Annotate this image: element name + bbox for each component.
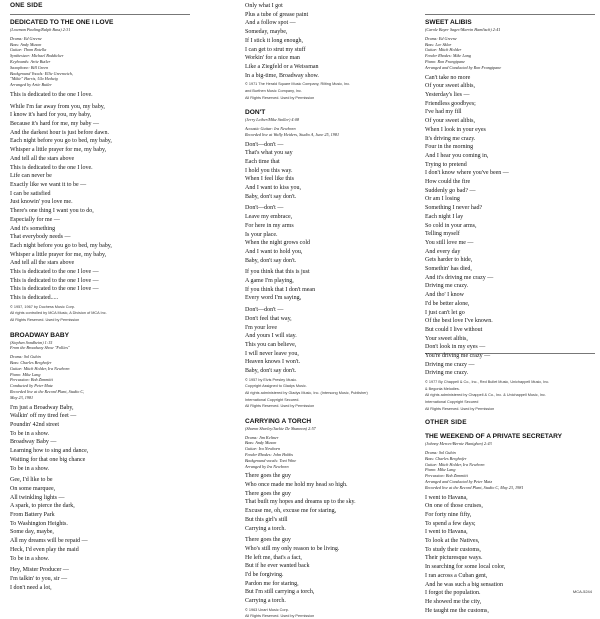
lyric-line: Waiting for that one big chance xyxy=(10,456,86,463)
copyright-line: © 1971 The Herald Square Music Company, Rilting Music, Inc. xyxy=(245,82,351,87)
lyric-line: To be in a show. xyxy=(10,555,50,562)
credit-line: Background vocals: Toni Wine xyxy=(245,457,297,463)
lyric-line: Heck, I'd even play the maid xyxy=(10,546,79,553)
lyric-line: Just knowin' you love me. xyxy=(10,199,73,206)
lyric-line: Who's still my only reason to be living. xyxy=(245,545,340,552)
song-lyrics xyxy=(245,2,415,80)
lyric-line: All twinkling lights — xyxy=(10,494,65,501)
lyric-line: A spark, to pierce the dark, xyxy=(10,503,75,510)
lyric-line: Pardon me for staring, xyxy=(245,580,299,587)
credit-line: Fender Rhodes: Mike Lang xyxy=(425,53,471,59)
song-credits xyxy=(245,117,415,137)
lyric-line: That's what you say xyxy=(245,150,293,157)
credit-line: Guitar: Ira Newborn xyxy=(245,446,281,452)
column-middle xyxy=(245,2,415,619)
song-credits xyxy=(425,441,595,490)
copyright-line: All Rights Reserved. Used by Permission xyxy=(245,404,315,409)
lyric-line: I'm just a Broadway Baby, xyxy=(10,404,74,411)
side-label: OTHER SIDE xyxy=(425,419,467,427)
credit-line: "Mikie" Harris, Ula Hedwig xyxy=(10,76,58,82)
credit-line: Recorded live at Wally Heiders, Studio A, June 25, 1981 xyxy=(245,131,340,137)
lyric-line: But I'm still carrying a torch, xyxy=(245,589,315,596)
credit-line: Recorded live at the Record Plant, Studio C, May 23, 1981 xyxy=(425,484,524,490)
lyric-line: To be in a show. xyxy=(10,430,50,437)
lyric-line: When the night grows cold xyxy=(245,240,310,247)
copyright-line: All Rights Reserved. Used by Permission xyxy=(425,406,495,411)
lyric-line: You're driving me crazy — xyxy=(425,353,491,360)
song-title: DEDICATED TO THE ONE I LOVE xyxy=(10,19,114,26)
lyric-line: Heaven knows I won't. xyxy=(245,359,301,366)
lyric-line: But could I live without xyxy=(425,326,483,333)
credit-line: (Lowman Pauling/Ralph Bass) 2:31 xyxy=(10,27,71,32)
lyric-line: And it's driving me crazy — xyxy=(425,274,494,281)
lyric-line: Whisper a little prayer for me, my baby, xyxy=(10,147,107,154)
copyright-line: International Copyright Secured. xyxy=(245,397,300,402)
column-right xyxy=(425,2,595,614)
lyric-line: Someday, maybe, xyxy=(245,29,288,36)
lyric-line: Their picturesque ways. xyxy=(425,555,483,562)
credit-line: Bass: Charles Berghofer xyxy=(10,360,52,366)
lyric-line: And tell all the stars above xyxy=(10,155,75,162)
copyright-line: © 1957, 1967 by Duchess Music Corp. xyxy=(10,304,76,309)
lyric-line: Driving me crazy. xyxy=(425,370,469,377)
lyric-line: I went to Havana, xyxy=(425,529,468,536)
lyric-line: He taught me the customs, xyxy=(425,607,489,614)
lyric-line: Life can never be xyxy=(10,173,52,180)
lyric-line: I'm your love xyxy=(245,324,278,331)
lyric-line: If I stick it long enough, xyxy=(245,37,303,44)
side-label: ONE SIDE xyxy=(10,2,43,9)
lyric-line: To look at the Natives, xyxy=(425,538,480,545)
lyric-line: To spend a few days; xyxy=(425,520,476,527)
copyright-line: All rights administered by Chappell & Co., Inc. & Unichappell Music, Inc. xyxy=(425,393,546,398)
lyric-line: For forty nine fifty, xyxy=(425,511,472,518)
lyric-line: Like a Ziegfeld or a Weissman xyxy=(245,63,319,70)
credit-line: Bass: Lee Sklar xyxy=(425,41,452,47)
song-lyrics xyxy=(245,141,415,376)
lyric-line: Four in the morning xyxy=(425,144,474,151)
lyric-line: I went to Havana, xyxy=(425,494,468,501)
lyric-line: This is dedicated to the one I love — xyxy=(10,286,99,293)
copyright-line: © 1957 by Elvis Presley Music. xyxy=(245,377,298,382)
lyric-line: This is dedicated to the one I love. xyxy=(10,91,93,98)
credit-line: Synthesizer: Michael Boddicker xyxy=(10,53,64,59)
lyric-line: To study their customs, xyxy=(425,546,481,553)
lyric-line: I can get to strut my stuff xyxy=(245,46,306,53)
lyric-line: And yours I will stay. xyxy=(245,333,297,340)
lyric-line: Of the best love I've known. xyxy=(425,318,493,325)
lyric-line: You still love me — xyxy=(425,239,474,246)
lyric-line: And tho' I know xyxy=(425,292,464,299)
lyric-line: Suddenly go bad? — xyxy=(425,187,476,194)
lyric-line: I can be satisfied xyxy=(10,190,51,197)
lyric-line: There goes the guy xyxy=(245,473,291,480)
copyright-notice xyxy=(245,608,415,619)
lyric-line: And a follow spot — xyxy=(245,20,296,27)
credit-line: Drums: Ed Greene xyxy=(10,35,42,41)
lyric-line: Driving me crazy. xyxy=(425,283,469,290)
credit-line: (Carole Bayer Sager/Marvin Hamlisch) 2:41 xyxy=(425,27,501,32)
lyric-line: Hey, Mister Producer — xyxy=(10,567,69,574)
lyric-line: Exactly like we want it to be — xyxy=(10,182,87,188)
credit-line: (Sharon Sheeley/Jackie De Shannon) 2:57 xyxy=(245,425,316,431)
lyric-line: Baby, don't say don't. xyxy=(245,368,297,375)
song-title: CARRYING A TORCH xyxy=(245,417,312,425)
lyric-line: When I feel like this xyxy=(245,176,294,183)
lyric-line: I hold you this way. xyxy=(245,167,293,174)
credit-line: Saxophone: Bill Green xyxy=(10,64,49,70)
credit-line: Drums: Sol Gubin xyxy=(425,449,456,455)
copyright-notice xyxy=(245,378,415,409)
copyright-notice xyxy=(10,305,190,323)
copyright-line: All Rights Reserved. Used by Permission xyxy=(245,614,315,619)
lyric-line: He left me, that's a fact, xyxy=(245,554,302,561)
credit-line: Bass: Andy Muson xyxy=(10,41,42,47)
lyric-line: Can't take no more xyxy=(425,74,471,81)
lyric-line: Yesterday's lies — xyxy=(425,91,470,98)
lyric-line: Leave my embrace, xyxy=(245,214,293,221)
credit-line: Guitar: Thom Rotella xyxy=(10,47,47,53)
lyric-line: When I look in your eyes xyxy=(425,126,486,133)
copyright-line: and Burthen Music Company, Inc. xyxy=(245,88,302,93)
lyric-line: Or am I losing xyxy=(425,196,460,203)
song-credits xyxy=(10,340,190,401)
lyric-line: Because it's hard for me, my baby — xyxy=(10,121,100,128)
copyright-line: © 1963 Unart Music Corp. xyxy=(245,607,289,612)
credit-line: Background Vocals: Ellie Greenwich, xyxy=(10,70,73,76)
lyric-line: A game I'm playing, xyxy=(245,278,294,285)
lyric-line: I'd be forgiving. xyxy=(245,572,284,579)
lyric-line: I forgot the population. xyxy=(425,590,481,597)
copyright-line: All Rights Reserved. Used by Permission xyxy=(245,95,315,100)
lyric-line: Don't look in my eyes — xyxy=(425,344,486,351)
credit-line: Recorded live at the Record Plant, Studio C, xyxy=(10,389,85,394)
lyric-line: This is dedicated to the one I love. xyxy=(10,164,93,171)
credit-line: Drums: Sol Gubin xyxy=(10,354,41,360)
lyric-line: If you think that this is just xyxy=(245,269,310,276)
lyric-line: I don't know where you've been — xyxy=(425,170,509,177)
lyric-line: Don't—don't — xyxy=(245,307,284,314)
lyric-line: Broadway Baby — xyxy=(10,439,57,446)
lyric-line: Carrying a torch. xyxy=(245,525,286,532)
lyric-line: Don't—don't — xyxy=(245,205,284,212)
lyric-line: How could the fire xyxy=(425,179,471,186)
lyric-line: Especially for me — xyxy=(10,216,60,223)
lyric-line: For here in my arms xyxy=(245,222,294,229)
lyric-line: And it's something xyxy=(10,225,56,232)
lyric-line: Walkin' off my tired feet — xyxy=(10,413,77,420)
lyric-line: On one of those cruises, xyxy=(425,503,483,510)
lyric-line: Every word I'm saying, xyxy=(245,295,302,302)
credit-line: (Stephen Sondheim) 1:15 xyxy=(10,339,53,345)
side-spacer xyxy=(425,2,595,16)
lyric-line: In a big-time, Broadway show. xyxy=(245,72,319,79)
credit-line: Keyboards: Artie Butler xyxy=(10,58,51,64)
credit-line: May 23, 1981 xyxy=(10,394,34,400)
lyric-line: While I'm far away from you, my baby, xyxy=(10,103,105,110)
credit-line: Percussion: Bob Zimmitti xyxy=(425,473,468,479)
lyric-line: This is dedicated to the one I love — xyxy=(10,277,99,284)
lyric-line: Poundin' 42nd street xyxy=(10,422,60,428)
song-credits xyxy=(10,27,190,88)
catalog-number: MCA-5244 xyxy=(572,589,592,594)
credit-line: Drums: Ed Greene xyxy=(425,35,457,41)
lyric-line: So cold in your arms, xyxy=(425,222,477,229)
lyric-line: And the darkest hour is just before dawn. xyxy=(10,129,109,136)
lyric-line: Each night before you go to bed, my baby, xyxy=(10,138,112,145)
lyric-line: Is your place. xyxy=(245,231,278,238)
lyric-line: From Battery Park xyxy=(10,512,55,519)
lyric-line: And I want to kiss you, xyxy=(245,185,301,192)
lyric-line: And every day xyxy=(425,248,461,255)
lyric-line: There goes the guy xyxy=(245,537,291,544)
lyric-line: I know it's hard for you, my baby, xyxy=(10,112,92,119)
lyric-line: To be in a show. xyxy=(10,465,50,472)
credit-line: Guitar: Mitch Holder xyxy=(425,47,462,53)
lyric-line: Learning how to sing and dance, xyxy=(10,448,89,455)
lyric-line: Each time that xyxy=(245,158,280,165)
lyric-line: He showed me the city, xyxy=(425,598,482,605)
lyric-line: I'm talkin' to you, sir — xyxy=(10,575,68,582)
song-title: SWEET ALIBIS xyxy=(425,19,472,26)
lyric-line: Trying to pretend xyxy=(425,161,467,168)
lyric-line: I've had my fill xyxy=(425,109,462,116)
lyric-line: Don't feel that way, xyxy=(245,315,292,322)
lyric-line: Of your sweet alibis, xyxy=(425,118,475,125)
lyric-line: Who once made me hold my head so high. xyxy=(245,482,348,489)
credit-line: Conducted by Peter Matz xyxy=(10,383,53,389)
copyright-notice xyxy=(245,82,415,100)
lyric-line: I just can't let go xyxy=(425,309,465,316)
lyric-line: Some day, maybe, xyxy=(10,529,54,536)
lyric-line: In searching for some local color, xyxy=(425,564,506,571)
lyric-line: That built my hopes and dreams up to the sky. xyxy=(245,499,356,506)
song-title: DON'T xyxy=(245,109,266,117)
lyric-line: Your sweet alibis, xyxy=(425,335,468,342)
song-lyrics xyxy=(425,74,595,379)
credit-line: Arranged by Artie Butler xyxy=(10,82,52,88)
copyright-line: All rights administered by Gladys Music, Inc. (Intersong Music, Publisher) xyxy=(245,390,368,395)
credit-line: Piano: Mike Lang xyxy=(10,371,41,377)
copyright-line: Copyright Assigned to Gladys Music. xyxy=(245,384,307,389)
song-credits xyxy=(245,426,415,470)
lyric-line: If you think that I don't mean xyxy=(245,286,316,293)
credit-line: Acoustic Guitar: Ira Newborn xyxy=(245,125,296,131)
credit-line: Bass: Charles Berghofer xyxy=(425,455,467,461)
lyric-line: But if he ever wanted back xyxy=(245,563,310,570)
lyric-line: Gets harder to hide, xyxy=(425,257,473,264)
lyric-line: Friendless goodbyes; xyxy=(425,100,476,107)
lyric-line: On some marquee, xyxy=(10,485,56,492)
copyright-notice xyxy=(425,380,595,411)
lyric-line: Each night I lay xyxy=(425,213,464,220)
lyric-line: This is dedicated to the one I love — xyxy=(10,269,99,276)
lyric-line: Of your sweet alibis, xyxy=(425,83,475,90)
song-lyrics xyxy=(245,472,415,606)
lyric-line: Gee, I'd like to be xyxy=(10,477,53,484)
credit-line: (Johnny Mercer/Bernie Hanighen) 2:43 xyxy=(425,441,492,447)
copyright-line: & Begonia Melodies. xyxy=(425,386,460,391)
credit-line: Guitar: Mitch Holder, Ira Newborn xyxy=(425,461,485,467)
lyric-line: And he was such a big sensation xyxy=(425,581,503,588)
credit-line: (Jerry Leiber/Mike Stoller) 4:08 xyxy=(245,117,300,123)
credit-line: From the Broadway Show "Follies" xyxy=(10,345,70,351)
lyric-line: There goes the guy xyxy=(245,490,291,497)
lyric-line: There's one thing I want you to do, xyxy=(10,208,94,215)
lyric-line: I will never leave you, xyxy=(245,350,299,357)
copyright-line: All rights controlled by MCA Music, A Division of MCA Inc. xyxy=(10,311,107,316)
lyric-line: I ran across a Cuban gent, xyxy=(425,572,488,579)
lyric-line: Driving me crazy — xyxy=(425,361,475,368)
song-title: THE WEEKEND OF A PRIVATE SECRETARY xyxy=(425,433,563,441)
credit-line: Percussion: Bob Zimmitti xyxy=(10,377,53,383)
copyright-line: International Copyright Secured xyxy=(425,399,479,404)
lyric-line: Each night before you go to bed, my baby, xyxy=(10,242,112,249)
lyric-line: Somethin' has died, xyxy=(425,266,472,273)
lyric-line: Excuse me, oh, excuse me for staring, xyxy=(245,508,337,515)
lyric-line: Something I never had? xyxy=(425,205,483,212)
lyric-line: I'd be better alone, xyxy=(425,300,470,307)
credit-line: Drums: Jim Keltner xyxy=(245,434,279,440)
lyric-line: Whisper a little prayer for me, my baby, xyxy=(10,251,107,258)
lyric-line: Carrying a torch. xyxy=(245,598,286,605)
song-lyrics xyxy=(425,494,595,616)
credit-line: Arranged and Conducted by Ron Frangipane xyxy=(425,64,502,70)
credit-line: Arranged and Conducted by Peter Matz xyxy=(425,478,493,484)
credit-line: Bass: Andy Muson xyxy=(245,440,277,446)
copyright-line: © 1977 By Chappell & Co., Inc., Red Bullet Music, Unichappell Music, Inc. xyxy=(425,380,550,385)
credit-line: Arranged by Ira Newborn xyxy=(245,463,289,469)
column-left xyxy=(10,2,190,592)
lyric-line: I don't need a lot, xyxy=(10,584,52,591)
song-credits xyxy=(425,27,595,71)
song-lyrics xyxy=(10,91,190,303)
lyric-line: To Washington Heights. xyxy=(10,520,68,527)
lyric-line: Don't—don't — xyxy=(245,141,284,148)
song-lyrics xyxy=(10,404,190,593)
lyric-line: Plus a tube of grease paint xyxy=(245,11,309,18)
lyric-line: Only what I got xyxy=(245,3,283,9)
credit-line: Piano: Mike Lang xyxy=(425,467,456,473)
lyric-line: And tell all the stars above xyxy=(10,260,75,267)
lyric-line: It's driving me crazy. xyxy=(425,135,476,142)
lyric-line: This is dedicated..... xyxy=(10,295,59,302)
lyric-line: This you can believe, xyxy=(245,341,297,348)
lyric-line: Baby, don't say don't. xyxy=(245,193,297,200)
lyric-line: Telling myself xyxy=(425,231,460,238)
copyright-line: All Rights Reserved. Used by Permission xyxy=(10,318,80,323)
song-title: BROADWAY BABY xyxy=(10,331,69,339)
credit-line: Fender Rhodes: John Hobbs xyxy=(245,451,294,457)
lyric-line: And I want to hold you, xyxy=(245,248,303,255)
lyric-line: Baby, don't say don't. xyxy=(245,257,297,264)
credit-line: Guitar: Mitch Holder, Ira Newborn xyxy=(10,365,70,371)
lyric-line: That everybody needs — xyxy=(10,234,71,241)
lyric-line: But this girl's still xyxy=(245,516,288,523)
credit-line: Piano: Ron Frangipane xyxy=(425,58,466,64)
lyric-line: And I hear you coming in, xyxy=(425,152,489,159)
lyric-line: All my dreams will be repaid — xyxy=(10,538,88,545)
lyric-line: Workin' for a nice man xyxy=(245,55,300,62)
